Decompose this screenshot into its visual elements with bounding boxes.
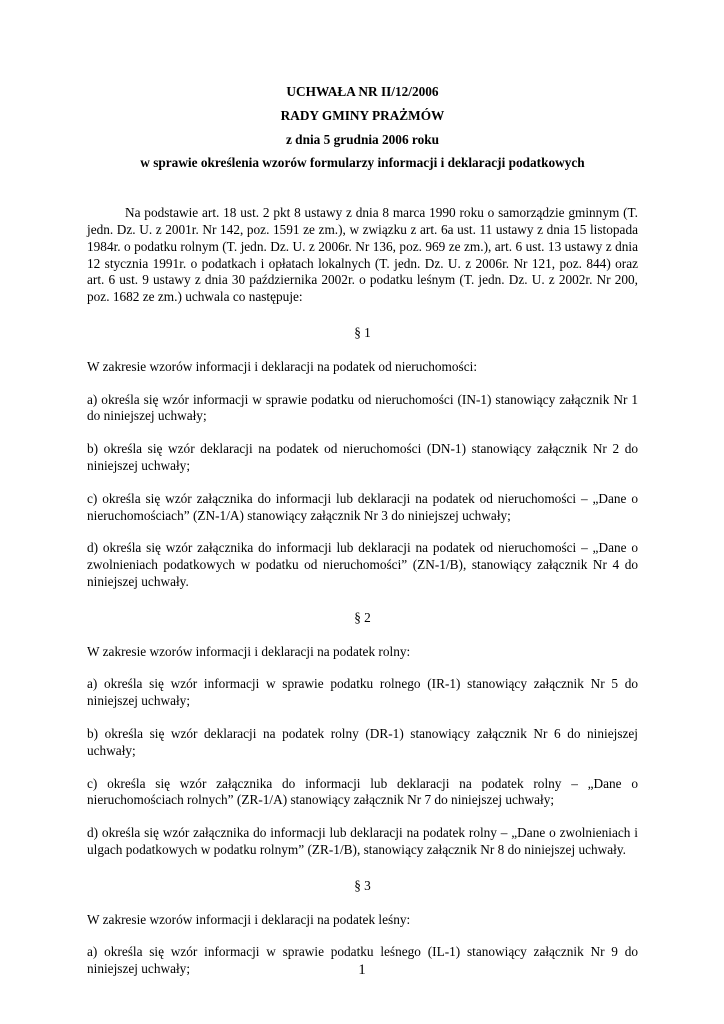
preamble: Na podstawie art. 18 ust. 2 pkt 8 ustawy z dnia 8 marca 1990 roku o samorządzie gminnym (T. jedn. Dz. U. z 2001r. Nr 142, poz. 1591 ze zm.), w związku z art. 6a ust. 11 ustawy z dnia 15 listopada 1984r. o podatku rolnym (T. jedn. Dz. U. z 2006r. Nr 136, poz. 969 ze zm.), art. 6 ust. 13 ustawy z dnia 12 stycznia 1991r. o podatkach i opłatach lokalnych (T. jedn. Dz. U. z 2006r. Nr 121, poz. 844) oraz art. 6 ust. 9 ustawy z dnia 30 października 2002r. o podatku leśnym (T. jedn. Dz. U. z 2002r. Nr 200, poz. 1682 ze zm.) uchwala co następuje: [87,205,638,305]
section-2-item-c: c) określa się wzór załącznika do informacji lub deklaracji na podatek rolny – „Dane o nieruchomościach rolnych” (ZR-1/A) stanowiący załącznik Nr 7 do niniejszej uchwały; [87,775,638,808]
section-1-item-a: a) określa się wzór informacji w sprawie podatku od nieruchomości (IN-1) stanowiący załącznik Nr 1 do niniejszej uchwały; [87,391,638,424]
section-1-lead: W zakresie wzorów informacji i deklaracji na podatek od nieruchomości: [87,358,478,374]
section-1-mark: § 1 [354,324,371,340]
section-3-lead: W zakresie wzorów informacji i deklaracji na podatek leśny: [87,911,411,927]
section-2-item-a: a) określa się wzór informacji w sprawie podatku rolnego (IR-1) stanowiący załącznik Nr 5 do niniejszej uchwały; [87,676,638,709]
page-number: 1 [358,962,366,978]
section-2-item-b: b) określa się wzór deklaracji na podatek rolny (DR-1) stanowiący załącznik Nr 6 do niniejszej uchwały; [87,725,638,758]
section-1-item-d: d) określa się wzór załącznika do informacji lub deklaracji na podatek od nieruchomości – „Dane o zwolnieniach podatkowych w podatku od nieruchomości” (ZN-1/B), stanowiący załącznik Nr 4 do niniejszej uchwały. [87,540,638,589]
resolution-date: z dnia 5 grudnia 2006 roku [285,131,440,147]
council-name: RADY GMINY PRAŻMÓW [280,107,445,123]
document-header [87,84,638,172]
section-3-mark: § 3 [354,877,371,893]
resolution-number: UCHWAŁA NR II/12/2006 [286,84,439,99]
section-3-item-a: a) określa się wzór informacji w sprawie podatku leśnego (IL-1) stanowiący załącznik Nr 9 do niniejszej uchwały; [87,944,638,977]
section-1-item-b: b) określa się wzór deklaracji na podatek od nieruchomości (DN-1) stanowiący załącznik Nr 2 do niniejszej uchwały; [87,441,638,473]
section-2-mark: § 2 [354,609,371,625]
document-page [87,84,638,978]
section-2-lead: W zakresie wzorów informacji i deklaracji na podatek rolny: [87,643,411,659]
section-2-item-d: d) określa się wzór załącznika do informacji lub deklaracji na podatek rolny – „Dane o zwolnieniach i ulgach podatkowych w podatku rolnym” (ZR-1/B), stanowiący załącznik Nr 8 do niniejszej uchwały. [87,825,638,857]
section-1-item-c: c) określa się wzór załącznika do informacji lub deklaracji na podatek od nieruchomości – „Dane o nieruchomościach” (ZN-1/A) stanowiący załącznik Nr 3 do niniejszej uchwały; [87,490,638,523]
resolution-subject: w sprawie określenia wzorów formularzy informacji i deklaracji podatkowych [140,155,585,171]
